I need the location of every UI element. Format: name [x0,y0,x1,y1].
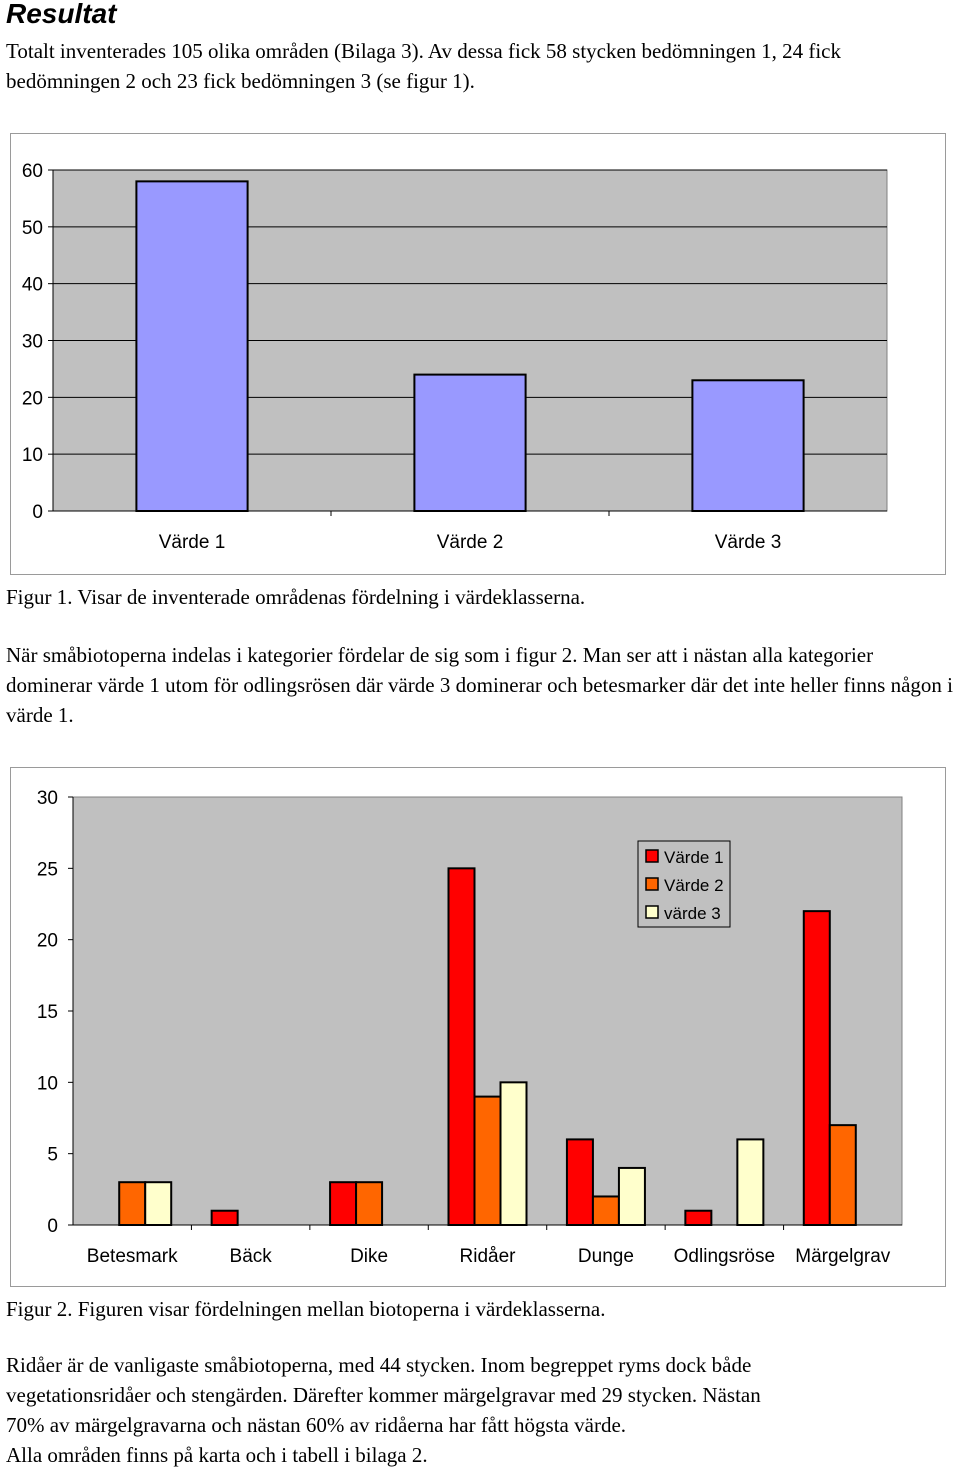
bar-värde-3 [501,1082,527,1225]
y-tick-label: 25 [36,859,58,881]
y-tick-label: 50 [21,217,43,239]
bar-värde-2 [119,1182,145,1225]
bar-värde-1 [449,868,475,1225]
legend-swatch [646,906,658,918]
bar-värde-1 [567,1139,593,1225]
legend-swatch [646,878,658,890]
section-heading: Resultat [6,0,117,29]
bar-värde-2 [830,1125,856,1225]
bar-värde-1 [804,911,830,1225]
legend-swatch [646,850,658,862]
bar-värde-3 [619,1168,645,1225]
y-tick-label: 20 [36,930,58,952]
bar-värde-1 [330,1182,356,1225]
x-tick-label: Odlingsröse [673,1246,776,1267]
bar-värde-2 [593,1196,619,1225]
bar-värde-2 [356,1182,382,1225]
x-tick-label: Dike [350,1246,389,1267]
y-tick-label: 5 [47,1144,58,1166]
y-tick-label: 0 [32,502,43,523]
figure2-chart [10,767,946,1287]
figure1-svg [11,134,945,574]
x-tick-label: Dunge [577,1246,634,1267]
y-tick-label: 60 [21,161,43,182]
x-tick-label: Märgelgrav [795,1246,891,1267]
bar-värde-1 [212,1211,238,1225]
x-tick-label: Värde 3 [714,532,782,553]
bar-värde-2 [475,1097,501,1225]
figure2-caption: Figur 2. Figuren visar fördelningen mellan biotoperna i värdeklasserna. [6,1297,606,1321]
y-tick-label: 0 [47,1216,58,1237]
x-tick-label: Ridåer [459,1246,516,1267]
x-tick-label: Bäck [229,1246,272,1267]
summary-line: Ridåer är de vanligaste småbiotoperna, med 44 stycken. Inom begreppet ryms dock både [6,1353,752,1377]
bar-värde-3 [737,1139,763,1225]
figure2-svg [11,768,945,1286]
figure1-caption: Figur 1. Visar de inventerade områdenas fördelning i värdeklasserna. [6,585,586,609]
y-tick-label: 30 [36,788,58,809]
y-tick-label: 20 [21,388,43,410]
y-tick-label: 10 [36,1073,58,1095]
y-tick-label: 30 [21,331,43,353]
category-paragraph: När småbiotoperna indelas i kategorier fördelar de sig som i figur 2. Man ser att i nästan alla kategorier dominerar värde 1 utom för odlingsrösen där värde 3 dominerar och betesmarker där det inte heller finns någon i värde 1. [6,643,954,727]
summary-line: Alla områden finns på karta och i tabell i bilaga 2. [6,1443,428,1467]
x-tick-label: Betesmark [86,1246,178,1267]
legend-label: Värde 2 [664,876,724,895]
figure1-chart [10,133,946,575]
bar [414,375,525,511]
x-tick-label: Värde 1 [158,532,226,553]
x-tick-label: Värde 2 [436,532,504,553]
bar-värde-3 [145,1182,171,1225]
intro-paragraph: Totalt inventerades 105 olika områden (Bilaga 3). Av dessa fick 58 stycken bedömningen 1, 24 fick bedömningen 2 och 23 fick bedömningen 3 (se figur 1). [6,39,842,93]
bar [136,181,247,511]
summary-paragraph [6,1350,956,1470]
y-tick-label: 15 [36,1002,58,1023]
legend-label: värde 3 [664,904,721,923]
bar-värde-1 [685,1211,711,1225]
y-tick-label: 40 [21,274,43,296]
y-tick-label: 10 [21,445,43,467]
summary-line: vegetationsridåer och stengärden. Därefter kommer märgelgravar med 29 stycken. Nästan [6,1383,761,1407]
legend-label: Värde 1 [664,848,724,867]
bar [692,380,803,511]
summary-line: 70% av märgelgravarna och nästan 60% av ridåerna har fått högsta värde. [6,1413,627,1437]
